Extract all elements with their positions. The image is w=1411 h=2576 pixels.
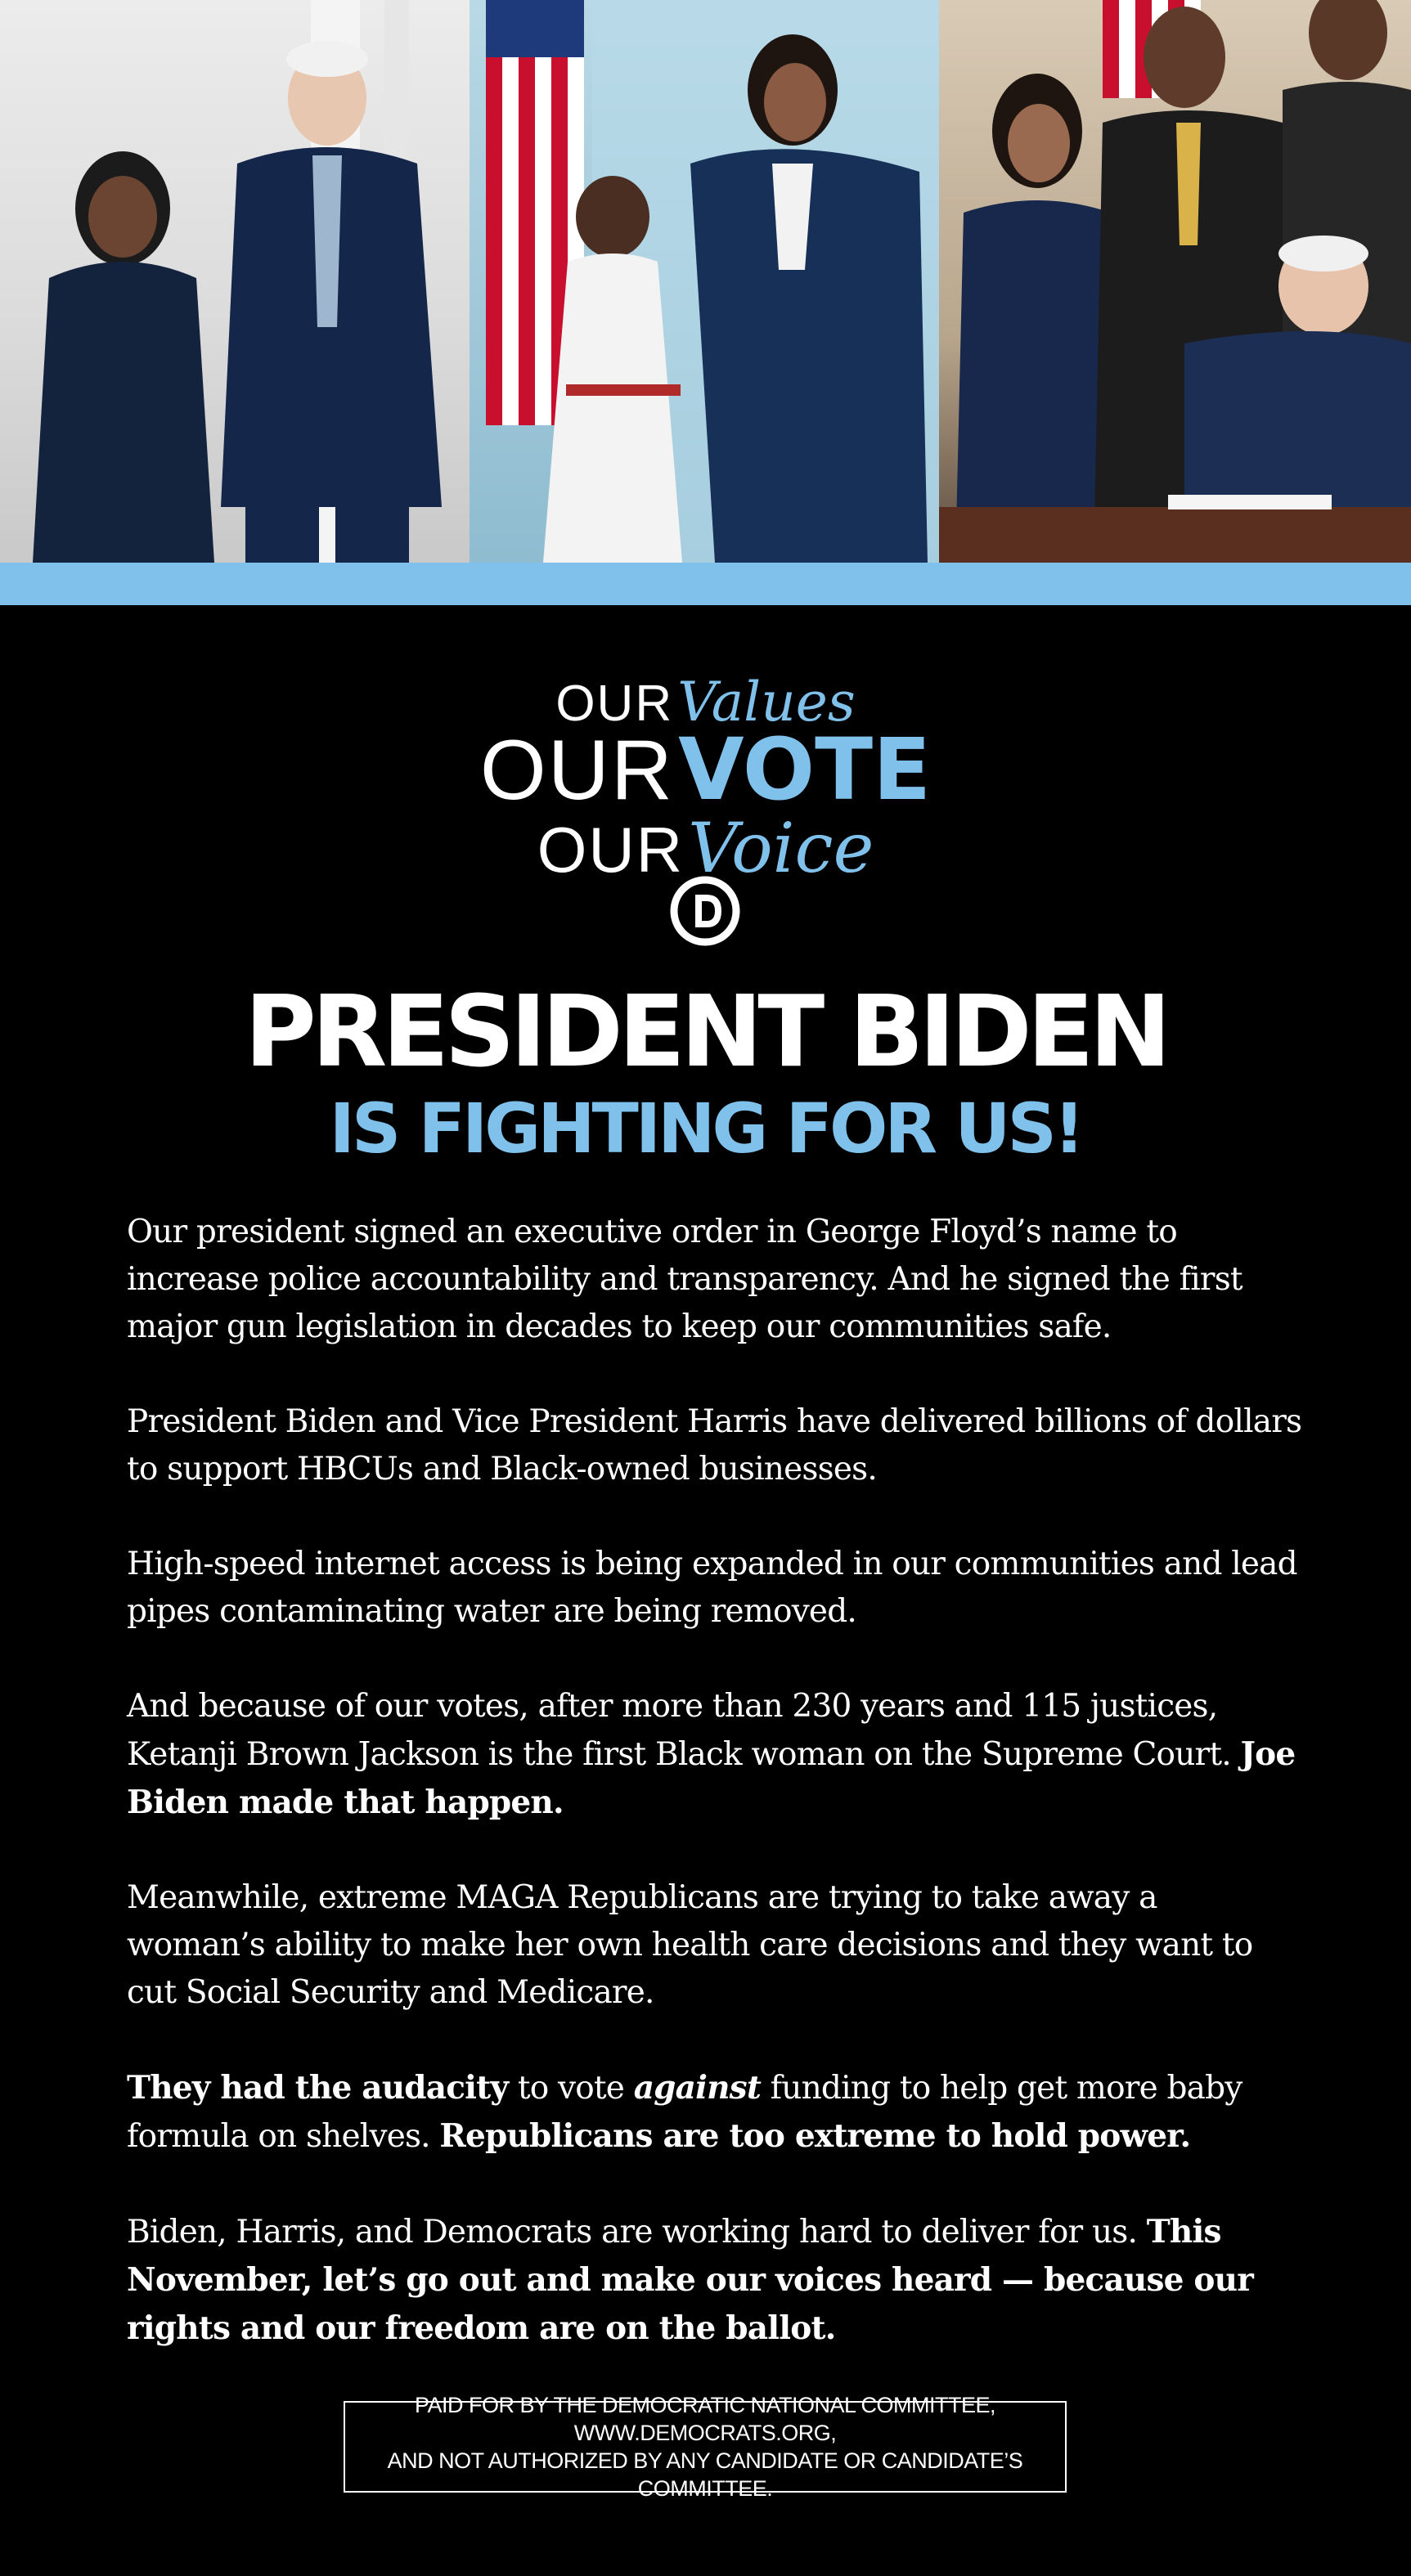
body-copy (127, 1209, 1305, 2400)
logo-vote: VOTE (678, 720, 932, 819)
paragraph-hbcu (127, 1398, 1305, 1493)
paragraph-text: Biden, Harris, and Democrats are working hard to deliver for us. (127, 2214, 1147, 2251)
photo-strip (0, 0, 1411, 563)
subheadline: IS FIGHTING FOR US! (329, 1088, 1082, 1169)
disclaimer-line-1: PAID FOR BY THE DEMOCRATIC NATIONAL COMMITTEE, WWW.DEMOCRATS.ORG, (414, 2393, 996, 2445)
photo-left (0, 0, 470, 563)
paragraph-text: High-speed internet access is being expanded in our communities and lead pipes contaminating water are being removed. (127, 1546, 1297, 1630)
logo-our-1: OUR (555, 675, 674, 732)
paragraph-supreme-court (127, 1683, 1305, 1827)
paragraph-emphasis: against (633, 2069, 762, 2107)
our-values-vote-voice-logo (0, 671, 1411, 949)
paragraph-bold: This November, let’s go out and make our voices heard — because our rights and our freedom are on the ballot. (127, 2213, 1253, 2347)
paragraph-bold: Joe Biden made that happen. (127, 1735, 1296, 1821)
paragraph-text: President Biden and Vice President Harris have delivered billions of dollars to support HBCUs and Black-owned businesses. (127, 1403, 1302, 1488)
paragraph-bold: They had the audacity (127, 2069, 509, 2107)
logo-line-2 (0, 720, 1411, 819)
paragraph-bold: Republicans are too extreme to hold power. (439, 2117, 1191, 2155)
logo-values: Values (677, 671, 856, 734)
paragraph-internet-pipes (127, 1541, 1305, 1636)
paragraph-call-to-action (127, 2208, 1305, 2353)
logo-voice: Voice (688, 808, 874, 888)
paragraph-text: Meanwhile, extreme MAGA Republicans are trying to take away a woman’s ability to make her own health care decisions and they want to cut Social Security and Medicare. (127, 1879, 1253, 2011)
photo-center (470, 0, 939, 563)
paragraph-text: funding to help get more baby formula on shelves. (127, 2070, 1242, 2155)
paragraph-police-gun (127, 1209, 1305, 1351)
paragraph-text: Our president signed an executive order in George Floyd’s name to increase police accountability and transparency. And he signed the first major gun legislation in decades to keep our communities safe. (127, 1214, 1242, 1345)
paragraph-text: And because of our votes, after more than 230 years and 115 justices, Ketanji Brown Jackson is the first Black woman on the Supreme Court. (127, 1688, 1241, 1773)
paragraph-maga (127, 1874, 1305, 2017)
logo-our-2: OUR (479, 723, 674, 818)
headline: PRESIDENT BIDEN (244, 976, 1167, 1089)
accent-band (0, 563, 1411, 605)
photo-right (939, 0, 1411, 563)
paragraph-text: to vote (508, 2070, 634, 2107)
disclaimer-line-2: AND NOT AUTHORIZED BY ANY CANDIDATE OR CANDIDATE’S COMMITTEE. (387, 2448, 1023, 2501)
logo-our-3: OUR (537, 814, 685, 886)
democratic-d-icon (669, 875, 741, 947)
paragraph-baby-formula (127, 2064, 1305, 2161)
paid-for-disclaimer (344, 2393, 1067, 2501)
